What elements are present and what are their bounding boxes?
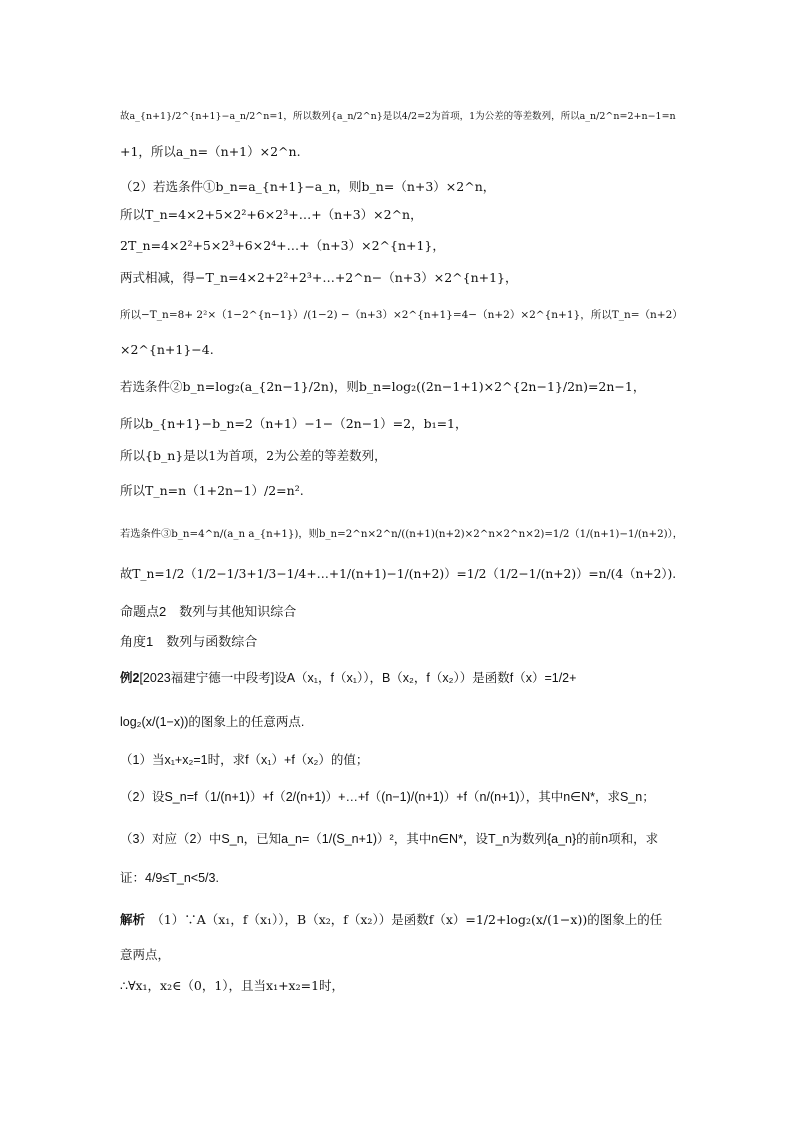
- solution-cond3-line1: 若选条件③b_n=4^n/(a_n a_{n+1})，则b_n=2^n×2^n/((n+1)(n+2)×2^n×2^n×2)=1/2（1/(n+1)−1/(n+2)），: [120, 528, 684, 540]
- example2-label: 例2: [120, 671, 140, 685]
- solution-cond3-line2: 故T_n=1/2（1/2−1/3+1/3−1/4+…+1/(n+1)−1/(n+2)）=1/2（1/2−1/(n+2)）=n/(4（n+2）).: [120, 567, 677, 581]
- solution-part1-line1: 故a_{n+1}/2^{n+1}−a_n/2^n=1，所以数列{a_n/2^n}是以4/2=2为首项，1为公差的等差数列，所以a_n/2^n=2+n−1=n: [120, 111, 676, 122]
- analysis-line3: ∴∀x₁，x₂∈（0，1），且当x₁+x₂=1时，: [120, 978, 345, 993]
- example2-text: [2023福建宁德一中段考]设A（x₁，f（x₁）），B（x₂，f（x₂））是函数f（x）=1/2+: [139, 671, 577, 685]
- solution-part2-line2: 所以T_n=4×2+5×2²+6×2³+…+（n+3）×2^n，: [120, 207, 423, 222]
- example2-question1: （1）当x₁+x₂=1时，求f（x₁）+f（x₂）的值；: [120, 753, 369, 767]
- solution-part2-line1: （2）若选条件①b_n=a_{n+1}−a_n，则b_n=（n+3）×2^n，: [120, 179, 496, 194]
- example2-question3-line2: 证：4/9≤T_n<5/3.: [120, 871, 219, 885]
- analysis-label: 解析: [120, 913, 146, 927]
- angle-heading: 角度1 数列与函数综合: [120, 634, 258, 649]
- example2-line1: [120, 668, 684, 688]
- solution-part2-line6: ×2^{n+1}−4.: [120, 342, 214, 357]
- solution-cond2-line3: 所以{b_n}是以1为首项，2为公差的等差数列，: [120, 448, 387, 463]
- topic-heading: 命题点2 数列与其他知识综合: [120, 604, 297, 619]
- solution-part2-line3: 2T_n=4×2²+5×2³+6×2⁴+…+（n+3）×2^{n+1}，: [120, 238, 445, 253]
- analysis-text: （1）∵A（x₁，f（x₁）），B（x₂，f（x₂））是函数f（x）=1/2+log₂(x/(1−x))的图象上的任: [157, 912, 663, 927]
- solution-part2-line5: 所以−T_n=8+ 2²×（1−2^{n−1}）/(1−2) −（n+3）×2^{n+1}=4−（n+2）×2^{n+1}，所以T_n=（n+2）: [120, 309, 683, 321]
- analysis-line1: [120, 910, 684, 930]
- solution-part2-line4: 两式相减，得−T_n=4×2+2²+2³+…+2^n−（n+3）×2^{n+1}，: [120, 270, 518, 285]
- solution-cond2-line1: 若选条件②b_n=log₂(a_{2n−1}/2n)，则b_n=log₂((2n−1+1)×2^{2n−1}/2n)=2n−1，: [120, 379, 646, 394]
- example2-question3-line1: （3）对应（2）中S_n，已知a_n=（1/(S_n+1)）²，其中n∈N*，设T_n为数列{a_n}的前n项和，求: [120, 832, 659, 846]
- solution-cond2-line2: 所以b_{n+1}−b_n=2（n+1）−1−（2n−1）=2，b₁=1，: [120, 416, 468, 431]
- solution-part1-line2: +1，所以a_n=（n+1）×2^n.: [120, 144, 301, 159]
- example2-line2: log₂(x/(1−x))的图象上的任意两点.: [120, 715, 305, 729]
- example2-question2: （2）设S_n=f（1/(n+1)）+f（2/(n+1)）+…+f（(n−1)/(n+1)）+f（n/(n+1)），其中n∈N*，求S_n；: [120, 790, 655, 804]
- solution-cond2-line4: 所以T_n=n（1+2n−1）/2=n².: [120, 483, 304, 498]
- analysis-line2: 意两点，: [120, 947, 171, 962]
